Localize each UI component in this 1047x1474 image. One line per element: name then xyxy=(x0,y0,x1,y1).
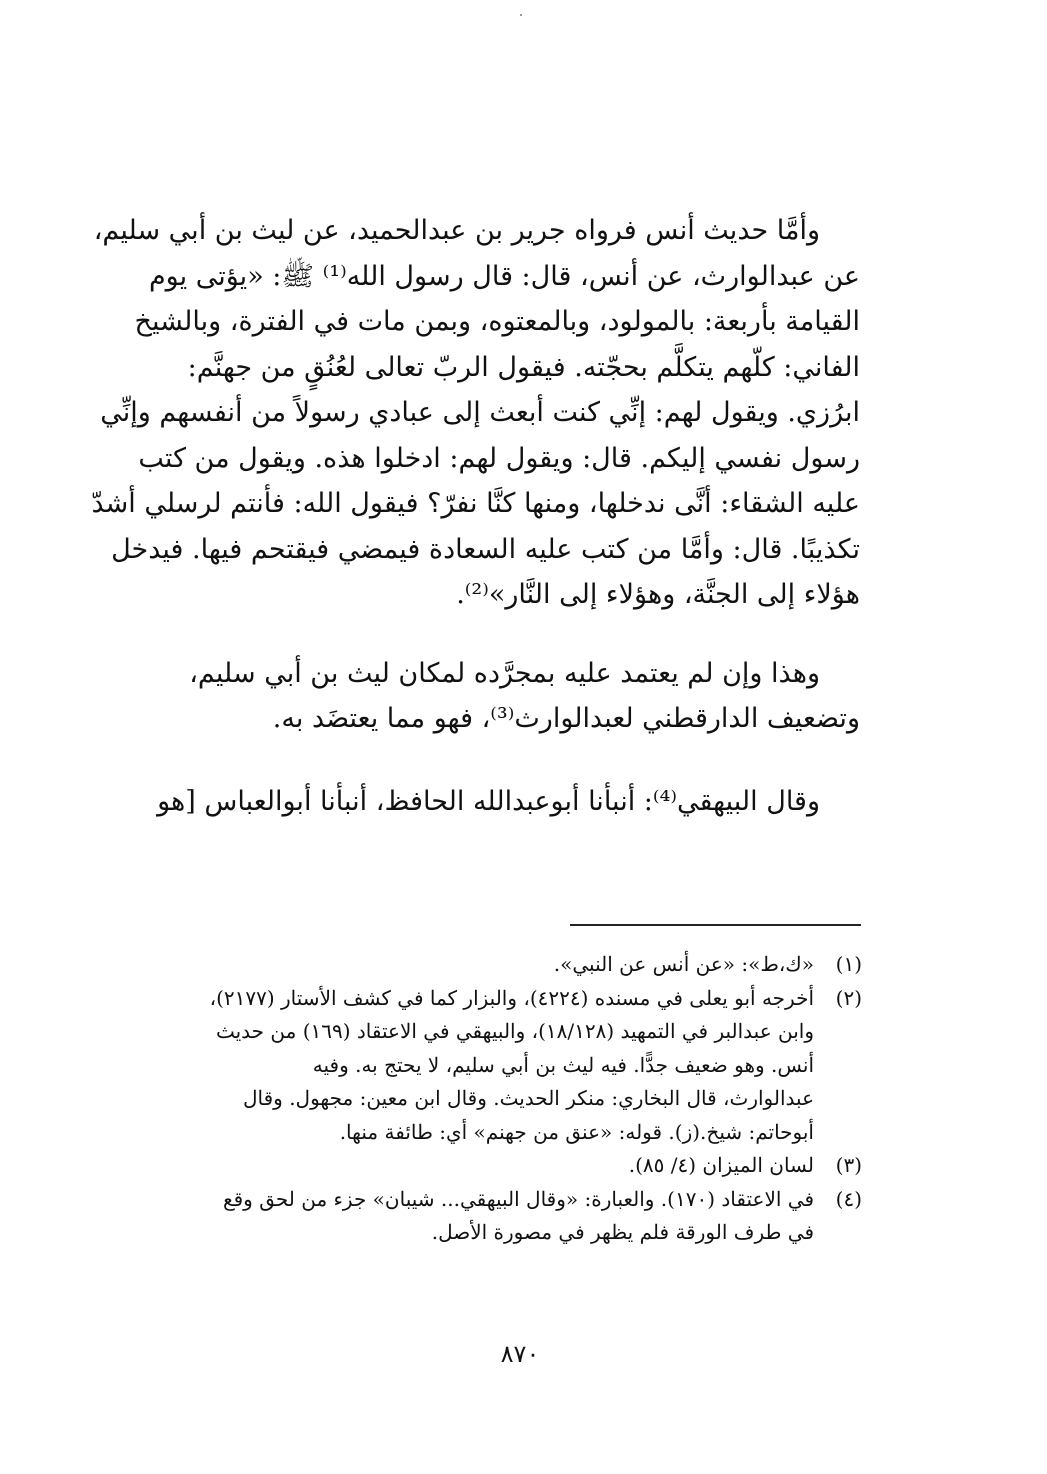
text-line: وهذا وإن لم يعتمد عليه بمجرَّده لمكان ليث بن أبي سليم، xyxy=(189,657,820,689)
footnote-line: وابن عبدالبر في التمهيد (١٨/١٢٨)، والبيهقي في الاعتقاد (١٦٩) من حديث xyxy=(215,1019,814,1043)
footnote-text xyxy=(70,1183,814,1250)
footnote-number: (٤) xyxy=(835,1186,862,1211)
text-line: رسول نفسي إليكم. قال: ويقول لهم: ادخلوا هذه. ويقول من كتب xyxy=(138,442,860,474)
footnote-number: (٢) xyxy=(835,985,862,1010)
page-number: ٨٧٠ xyxy=(500,1340,540,1368)
scan-mark xyxy=(520,14,522,16)
footnote-line: «ك،ط»: «عن أنس عن النبي». xyxy=(553,952,814,976)
paragraph-3 xyxy=(70,779,860,825)
footnote-line: لسان الميزان (٤/ ٨٥). xyxy=(628,1153,814,1177)
text-line: وأمَّا حديث أنس فرواه جرير بن عبدالحميد، عن ليث بن أبي سليم، xyxy=(93,215,820,246)
footnote-divider xyxy=(570,924,861,926)
footnote-number: (١) xyxy=(835,952,862,976)
footnote-number: (٣) xyxy=(835,1153,862,1177)
text-line: وتضعيف الدارقطني لعبدالوارث⁽³⁾، فهو مما يعتضَد به. xyxy=(272,703,860,734)
footnote-line: في طرف الورقة فلم يظهر في مصورة الأصل. xyxy=(431,1220,814,1244)
main-text xyxy=(70,208,860,824)
text-line: عن عبدالوارث، عن أنس، قال: قال رسول الله⁽¹⁾ ﷺ: «يؤتى يوم xyxy=(148,260,860,292)
footnote-1 xyxy=(70,948,862,982)
text-line: ابرُزي. ويقول لهم: إنِّي كنت أبعث إلى عبادي رسولاً من أنفسهم وإنِّي xyxy=(100,397,860,428)
footnotes xyxy=(70,948,862,1250)
paragraph-1 xyxy=(70,208,860,618)
text-line: الفاني: كلّهم يتكلَّم بحجّته. فيقول الربّ تعالى لعُنُقٍ من جهنَّم: xyxy=(187,351,860,383)
footnote-4 xyxy=(70,1183,862,1250)
footnote-line: عبدالوارث، قال البخاري: منكر الحديث. وقال ابن معين: مجهول. وقال xyxy=(243,1086,814,1110)
footnote-line: أبوحاتم: شيخ.(ز). قوله: «عنق من جهنم» أي: طائفة منها. xyxy=(339,1119,814,1144)
text-line: عليه الشقاء: أنَّى ندخلها، ومنها كنَّا نفرّ؟ فيقول الله: فأنتم لرسلي أشدّ xyxy=(91,488,860,519)
footnote-line: أخرجه أبو يعلى في مسنده (٤٢٢٤)، والبزار كما في كشف الأستار (٢١٧٧)، xyxy=(209,985,814,1010)
text-line: تكذيبًا. قال: وأمَّا من كتب عليه السعادة فيمضي فيقتحم فيها. فيدخل xyxy=(111,533,860,565)
text-line: وقال البيهقي⁽⁴⁾: أنبأنا أبوعبدالله الحافظ، أنبأنا أبوالعباس [هو xyxy=(157,785,820,817)
footnote-text xyxy=(70,948,814,982)
footnote-text xyxy=(70,982,814,1150)
footnote-3 xyxy=(70,1149,862,1183)
footnote-2 xyxy=(70,982,862,1150)
footnote-line: في الاعتقاد (١٧٠). والعبارة: «وقال البيهقي... شيبان» جزء من لحق وقع xyxy=(222,1186,814,1211)
text-line: هؤلاء إلى الجنَّة، وهؤلاء إلى النَّار»⁽²⁾. xyxy=(456,579,860,610)
footnote-text xyxy=(70,1149,814,1183)
text-line: القيامة بأربعة: بالمولود، وبالمعتوه، وبمن مات في الفترة، وبالشيخ xyxy=(134,306,860,337)
paragraph-2 xyxy=(70,651,860,742)
footnote-line: أنس. وهو ضعيف جدًّا. فيه ليث بن أبي سليم، لا يحتج به. وفيه xyxy=(312,1052,814,1077)
